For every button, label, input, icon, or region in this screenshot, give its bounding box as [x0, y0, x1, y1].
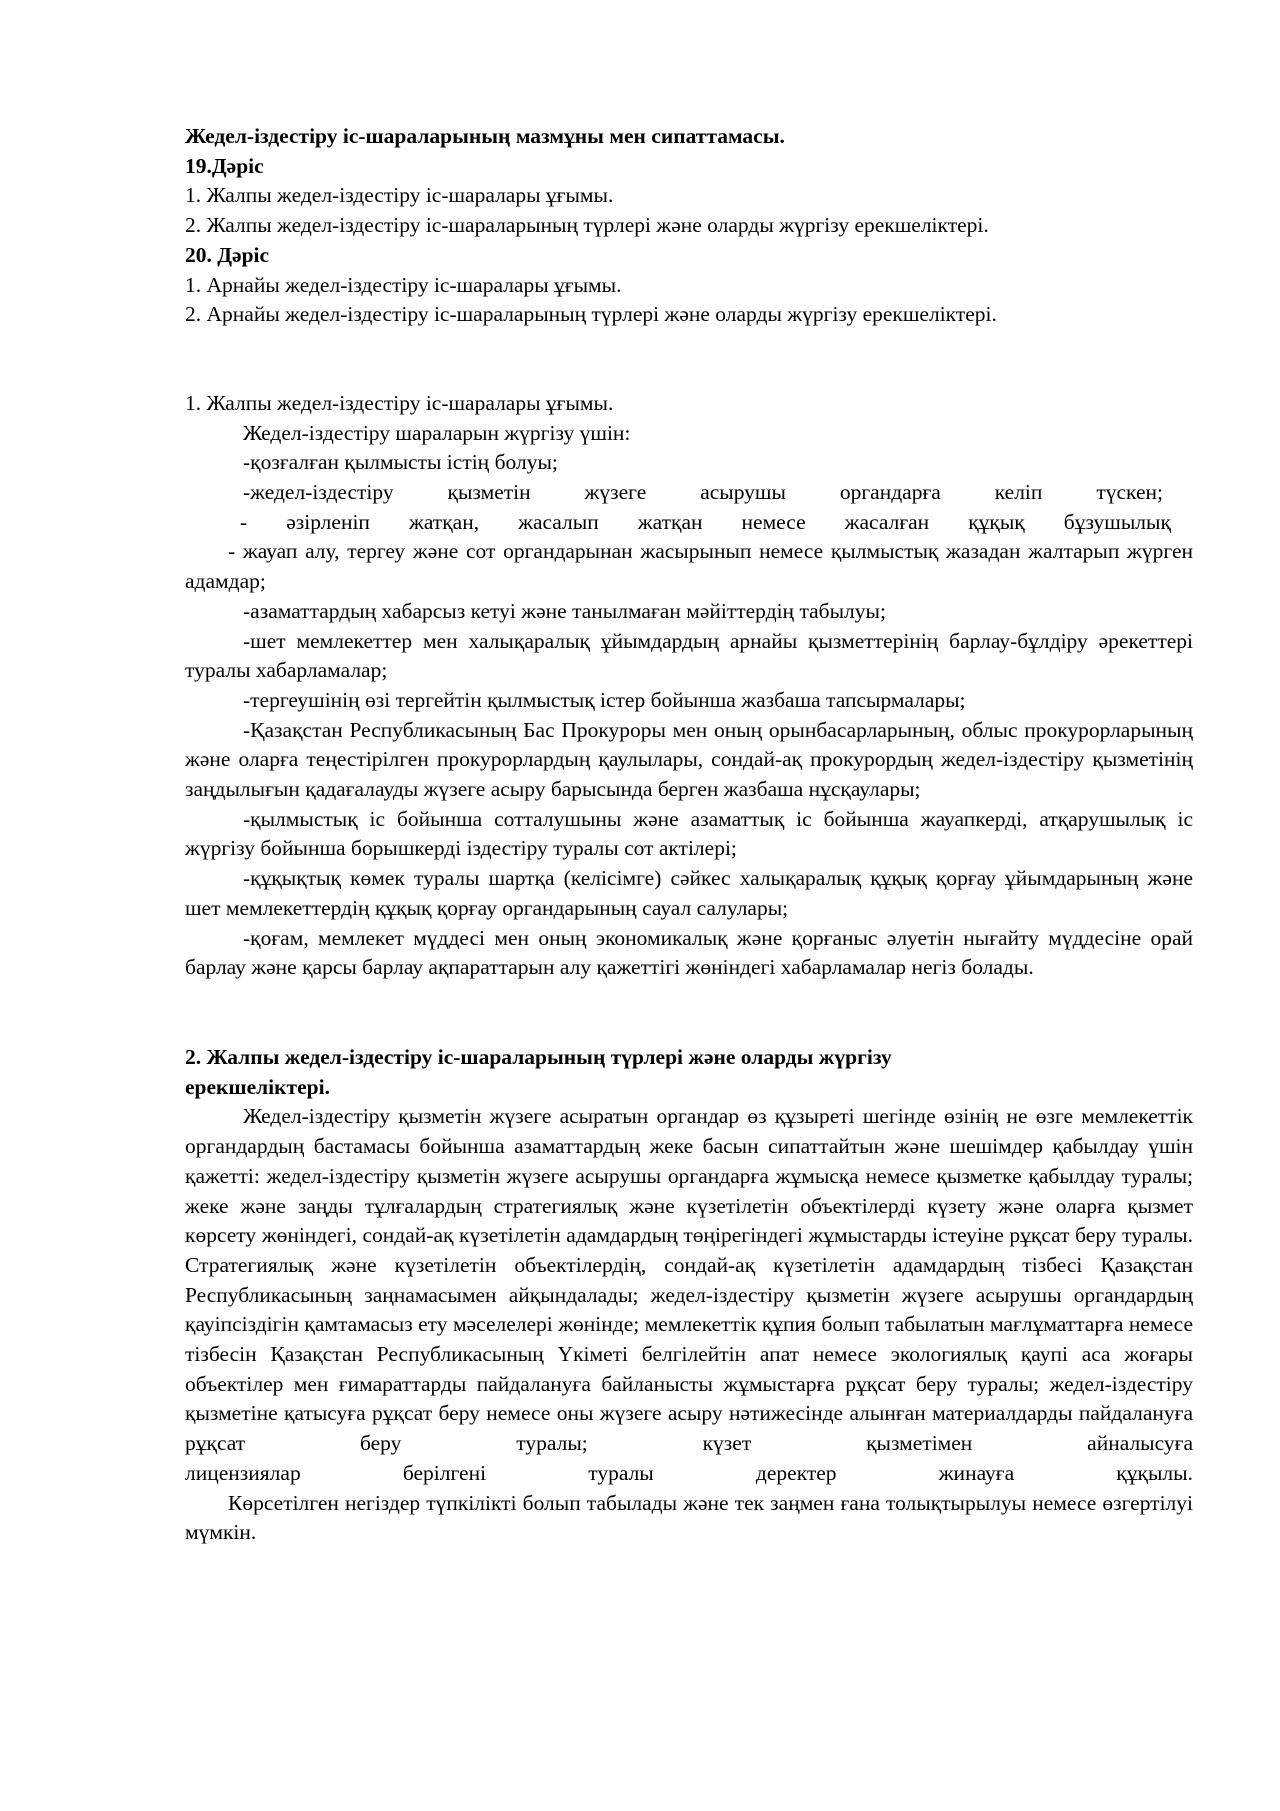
word: түскен;	[1096, 480, 1163, 505]
word: жатқан	[637, 509, 703, 534]
word: органдарға	[839, 480, 941, 505]
word: -жедел-іздестіру	[243, 480, 394, 505]
ground-item-1: -қозғалған қылмысты істің болуы;	[243, 450, 558, 475]
ground-item-2	[185, 478, 1193, 508]
word: асырушы	[700, 480, 786, 505]
document-title: Жедел-іздестіру іс-шараларының мазмұны мен сипаттамасы.	[185, 124, 785, 148]
word: жасалған	[844, 509, 930, 534]
ground-item-3	[185, 508, 1193, 538]
ground-item-5: -азаматтардың хабарсыз кетуі және танылмаған мәйіттердің табылуы;	[243, 598, 886, 623]
word: қызметін	[447, 480, 531, 505]
lecture-19-heading: 19.Дәріс	[185, 153, 264, 178]
document-page	[185, 122, 1193, 1548]
word: келіп	[994, 480, 1043, 505]
word: жүзеге	[584, 480, 647, 505]
word: берілгені	[402, 1460, 487, 1485]
ground-item-4: - жауап алу, тергеу және сот органдарынан жасырынып немесе қылмыстық жазадан жалтарып жүрген адамдар;	[185, 539, 1193, 594]
section-2-heading-line-2: ерекшеліктері.	[185, 1074, 330, 1099]
ground-item-7: -тергеушінің өзі тергейтін қылмыстық істер бойынша жазбаша тапсырмалары;	[243, 687, 966, 712]
section-2-heading-line-1: 2. Жалпы жедел-іздестіру іс-шараларының түрлері және оларды жүргізу	[185, 1044, 892, 1069]
ground-item-11: -қоғам, мемлекет мүддесі мен оның экономикалық және қорғаныс әлуетін нығайту мүддесіне орай барлау және қарсы барлау ақпараттарын алу қажеттігі жөніндегі хабарламалар негіз болады.	[185, 925, 1193, 980]
word: жасалып	[518, 509, 599, 534]
word: немесе	[741, 509, 806, 534]
word: бұзушылық	[1063, 509, 1171, 534]
word: -	[240, 509, 248, 534]
section-1-intro: Жедел-іздестіру шараларын жүргізу үшін:	[243, 420, 631, 445]
word: әзірленіп	[286, 509, 370, 534]
ground-item-8: -Қазақстан Республикасының Бас Прокуроры мен оның орынбасарларының, облыс прокурорларының және оларға теңестірілген прокурорлардың қаулылары, сондай-ақ прокурордың жедел-іздестіру қызметінің заңдылығын қадағалауды жүзеге асыру барысында берген жазбаша нұсқаулары;	[185, 717, 1193, 802]
lecture-20-item-2: 2. Арнайы жедел-іздестіру іс-шараларының түрлері және оларды жүргізу ерекшеліктері.	[185, 302, 997, 327]
ground-item-6: -шет мемлекеттер мен халықаралық ұйымдардың арнайы қызметтерінің барлау-бұлдіру әрекеттері туралы хабарламалар;	[185, 628, 1193, 683]
lecture-19-item-1: 1. Жалпы жедел-іздестіру іс-шаралары ұғымы.	[185, 183, 614, 208]
word: құқылы.	[1116, 1460, 1193, 1485]
ground-item-9: -қылмыстық іс бойынша сотталушыны және азаматтық іс бойынша жауапкерді, атқарушылық іс жүргізу бойынша борышкерді іздестіру туралы сот актілері;	[185, 806, 1193, 861]
lecture-20-item-1: 1. Арнайы жедел-іздестіру іс-шаралары ұғымы.	[185, 272, 622, 297]
section-2-body: Жедел-іздестіру қызметін жүзеге асыратын органдар өз құзыреті шегінде өзінің не өзге мемлекеттік органдардың бастамасы бойынша азаматтардың жеке басын сипаттайтын және шешімдер қабылдау үшін қажетті: жедел-іздестіру қызметін жүзеге асырушы органдарға жұмысқа немесе қызметке қабылдау туралы; жеке және заңды тұлғалардың стратегиялық және күзетілетін объектілерді күзету және оларға қызмет көрсету жөніндегі, сондай-ақ күзетілетін адамдардың төңірегіндегі жұмыстарды істеуіне рұқсат беру туралы. Стратегиялық және күзетілетін объектілердің, сондай-ақ күзетілетін адамдардың тізбесі Қазақстан Республикасының заңнамасымен айқындалады; жедел-іздестіру қызметін жүзеге асырушы органдардың қауіпсіздігін қамтамасыз ету мәселелері жөнінде; мемлекеттік құпия болып табылатын мағлұматтарға немесе тізбесін Қазақстан Республикасының Үкіметі белгілейтін апат немесе экологиялық қаупі аса жоғары объектілер мен ғимараттарды пайдалануға байланысты жұмыстарға рұқсат беру туралы; жедел-іздестіру қызметіне қатысуға рұқсат беру немесе оны жүзеге асыру нәтижесінде алынған материалдарды пайдалануға рұқсат беру туралы; күзет қызметімен айналысуға	[185, 1104, 1193, 1456]
word: құқық	[968, 509, 1025, 534]
word: жинауға	[938, 1460, 1015, 1485]
word: жатқан,	[408, 509, 480, 534]
lecture-20-heading: 20. Дәріс	[185, 242, 270, 267]
section-1-heading: 1. Жалпы жедел-іздестіру іс-шаралары ұғымы.	[185, 390, 614, 415]
spacer	[185, 330, 1193, 389]
word: туралы	[588, 1460, 654, 1485]
word: деректер	[755, 1460, 837, 1485]
word: лицензиялар	[185, 1460, 301, 1485]
section-2-closing: Көрсетілген негіздер түпкілікті болып табылады және тек заңмен ғана толықтырылуы немесе өзгертілуі мүмкін.	[185, 1490, 1193, 1545]
section-2-body-last-line	[185, 1459, 1193, 1489]
spacer	[185, 983, 1193, 1043]
lecture-19-item-2: 2. Жалпы жедел-іздестіру іс-шараларының түрлері және оларды жүргізу ерекшеліктері.	[185, 213, 989, 238]
ground-item-10: -құқықтық көмек туралы шартқа (келісімге) сәйкес халықаралық құқық қорғау ұйымдарының және шет мемлекеттердің құқық қорғау органдарының сауал салулары;	[185, 866, 1193, 920]
